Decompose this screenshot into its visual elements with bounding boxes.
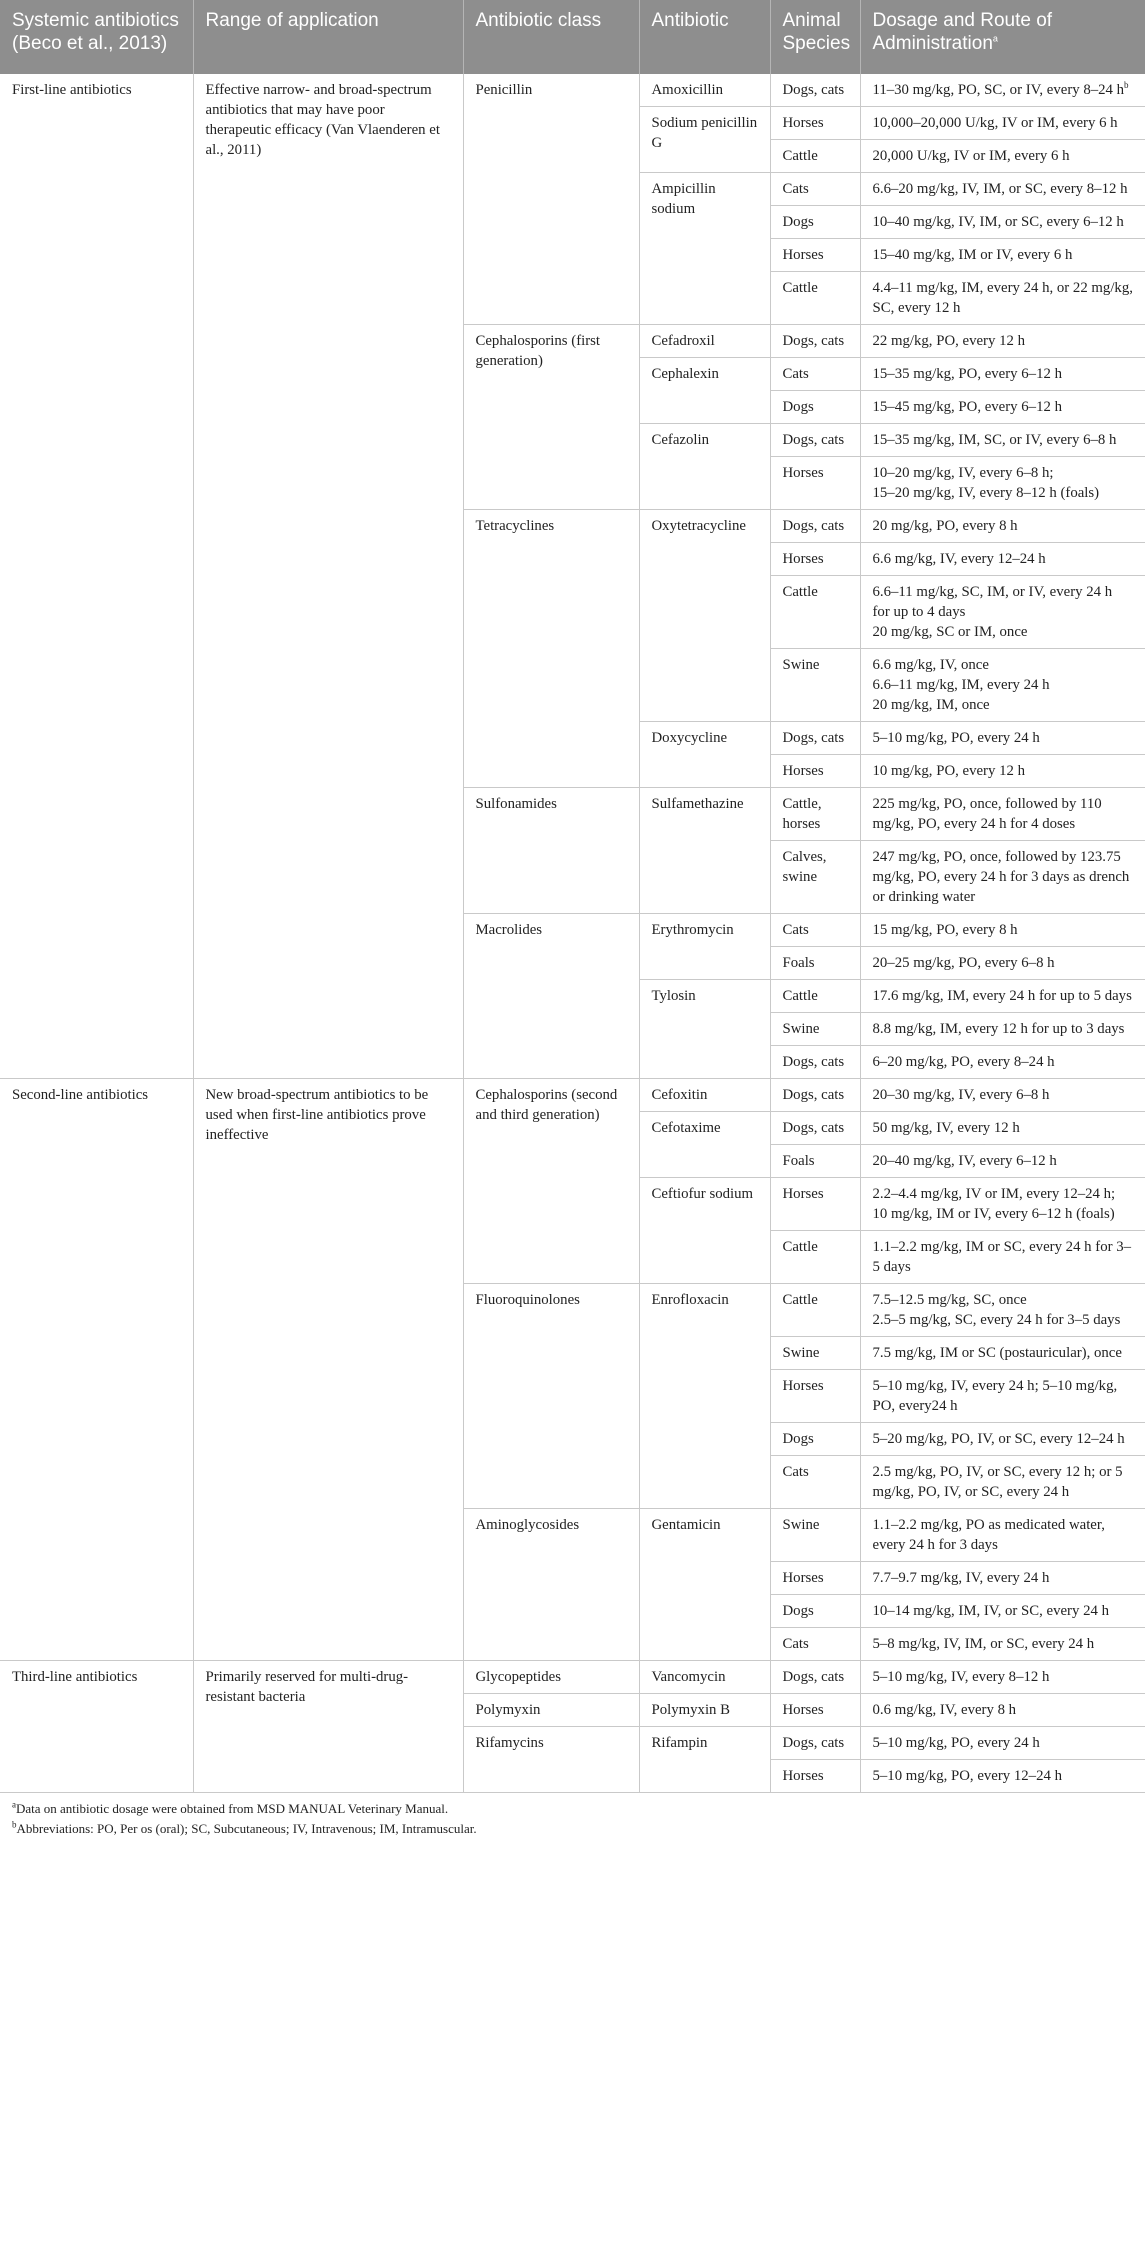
dosage-cell bbox=[860, 947, 1145, 980]
dosage-line: 20 mg/kg, PO, every 8 h bbox=[872, 518, 1018, 534]
antibiotic-name-cell: Cephalexin bbox=[639, 358, 770, 424]
dosage-line: 5–20 mg/kg, PO, IV, or SC, every 12–24 h bbox=[872, 1431, 1125, 1447]
antibiotic-name-cell: Cefoxitin bbox=[639, 1079, 770, 1112]
dosage-cell bbox=[860, 788, 1145, 841]
dosage-cell bbox=[860, 358, 1145, 391]
dosage-line: 15–45 mg/kg, PO, every 6–12 h bbox=[872, 399, 1062, 415]
header-antibiotic-class: Antibiotic class bbox=[463, 0, 639, 74]
antibiotic-name-cell: Cefazolin bbox=[639, 424, 770, 510]
species-cell: Dogs, cats bbox=[770, 424, 860, 457]
antibiotic-class-cell: Rifamycins bbox=[463, 1727, 639, 1793]
antibiotic-line-cell: Second-line antibiotics bbox=[0, 1079, 193, 1661]
dosage-line: 20–25 mg/kg, PO, every 6–8 h bbox=[872, 955, 1055, 971]
species-cell: Dogs bbox=[770, 1595, 860, 1628]
antibiotic-class-cell: Cephalosporins (second and third generation) bbox=[463, 1079, 639, 1284]
species-cell: Swine bbox=[770, 1013, 860, 1046]
dosage-cell bbox=[860, 239, 1145, 272]
dosage-cell bbox=[860, 1628, 1145, 1661]
antibiotic-class-cell: Fluoroquinolones bbox=[463, 1284, 639, 1509]
dosage-line-wrap bbox=[873, 80, 1134, 100]
species-cell: Dogs bbox=[770, 1423, 860, 1456]
dosage-cell bbox=[860, 140, 1145, 173]
dosage-cell bbox=[860, 1079, 1145, 1112]
species-cell: Cattle bbox=[770, 576, 860, 649]
antibiotic-line-cell: First-line antibiotics bbox=[0, 74, 193, 1079]
application-cell: Effective narrow- and broad-spectrum antibiotics that may have poor therapeutic efficacy (Van Vlaenderen et al., 2011) bbox=[193, 74, 463, 1079]
species-cell: Dogs, cats bbox=[770, 722, 860, 755]
dosage-line: 5–10 mg/kg, IV, every 8–12 h bbox=[872, 1669, 1050, 1685]
dosage-cell bbox=[860, 1760, 1145, 1793]
species-cell: Dogs bbox=[770, 206, 860, 239]
species-cell: Horses bbox=[770, 239, 860, 272]
table-row bbox=[0, 1661, 1145, 1694]
dosage-cell bbox=[860, 755, 1145, 788]
dosage-line: 15–35 mg/kg, IM, SC, or IV, every 6–8 h bbox=[872, 432, 1117, 448]
dosage-cell bbox=[860, 74, 1145, 107]
dosage-cell bbox=[860, 1562, 1145, 1595]
dosage-line: 10,000–20,000 U/kg, IV or IM, every 6 h bbox=[872, 115, 1118, 131]
species-cell: Foals bbox=[770, 947, 860, 980]
dosage-cell bbox=[860, 1694, 1145, 1727]
species-cell: Dogs, cats bbox=[770, 74, 860, 107]
dosage-line: 5–10 mg/kg, IV, every 24 h; 5–10 mg/kg, PO, every24 h bbox=[872, 1378, 1118, 1414]
antibiotic-class-cell: Polymyxin bbox=[463, 1694, 639, 1727]
dosage-cell bbox=[860, 107, 1145, 140]
dosage-line: 6.6–20 mg/kg, IV, IM, or SC, every 8–12 h bbox=[872, 181, 1128, 197]
dosage-cell bbox=[860, 325, 1145, 358]
dosage-line: 15–40 mg/kg, IM or IV, every 6 h bbox=[872, 247, 1073, 263]
dosage-cell bbox=[860, 272, 1145, 325]
dosage-line: 10–20 mg/kg, IV, every 6–8 h; bbox=[872, 465, 1054, 481]
antibiotic-name-cell: Amoxicillin bbox=[639, 74, 770, 107]
dosage-cell bbox=[860, 576, 1145, 649]
dosage-line: 5–10 mg/kg, PO, every 24 h bbox=[872, 1735, 1040, 1751]
species-cell: Dogs, cats bbox=[770, 1661, 860, 1694]
dosage-cell bbox=[860, 391, 1145, 424]
dosage-line: 2.2–4.4 mg/kg, IV or IM, every 12–24 h; 10 mg/kg, IM or IV, every 6–12 h (foals) bbox=[872, 1186, 1116, 1222]
dosage-line: 5–8 mg/kg, IV, IM, or SC, every 24 h bbox=[872, 1636, 1095, 1652]
species-cell: Horses bbox=[770, 1694, 860, 1727]
dosage-line: 0.6 mg/kg, IV, every 8 h bbox=[872, 1702, 1017, 1718]
header-range-of-application: Range of application bbox=[193, 0, 463, 74]
dosage-line: 7.7–9.7 mg/kg, IV, every 24 h bbox=[872, 1570, 1050, 1586]
dosage-cell bbox=[860, 1231, 1145, 1284]
species-cell: Cats bbox=[770, 358, 860, 391]
table-header bbox=[0, 0, 1145, 74]
table-footnotes bbox=[0, 1793, 1145, 1839]
antibiotic-name-cell: Cefadroxil bbox=[639, 325, 770, 358]
footnote-mark: a bbox=[12, 1799, 16, 1810]
species-cell: Dogs, cats bbox=[770, 325, 860, 358]
dosage-line: 20 mg/kg, SC or IM, once bbox=[872, 624, 1028, 640]
antibiotic-name-cell: Vancomycin bbox=[639, 1661, 770, 1694]
antibiotic-name-cell: Sulfamethazine bbox=[639, 788, 770, 914]
species-cell: Cattle bbox=[770, 272, 860, 325]
dosage-line: 247 mg/kg, PO, once, followed by 123.75 mg/kg, PO, every 24 h for 3 days as drench or drinking water bbox=[872, 849, 1130, 905]
species-cell: Cattle bbox=[770, 1231, 860, 1284]
species-cell: Dogs, cats bbox=[770, 1727, 860, 1760]
footnote-text: Data on antibiotic dosage were obtained from MSD MANUAL Veterinary Manual. bbox=[16, 1801, 449, 1816]
species-cell: Horses bbox=[770, 755, 860, 788]
header-dosage-route bbox=[860, 0, 1145, 74]
dosage-line: 15–20 mg/kg, IV, every 8–12 h (foals) bbox=[872, 485, 1100, 501]
species-cell: Swine bbox=[770, 649, 860, 722]
species-cell: Cattle, horses bbox=[770, 788, 860, 841]
dosage-cell bbox=[860, 1337, 1145, 1370]
dosage-cell bbox=[860, 1046, 1145, 1079]
footnote-mark: b bbox=[12, 1819, 17, 1830]
footnote-text: Abbreviations: PO, Per os (oral); SC, Subcutaneous; IV, Intravenous; IM, Intramuscular. bbox=[16, 1821, 477, 1836]
species-cell: Cattle bbox=[770, 980, 860, 1013]
header-antibiotic: Antibiotic bbox=[639, 0, 770, 74]
species-cell: Swine bbox=[770, 1337, 860, 1370]
dosage-cell bbox=[860, 649, 1145, 722]
table-row bbox=[0, 1079, 1145, 1112]
dosage-line: 15–35 mg/kg, PO, every 6–12 h bbox=[872, 366, 1062, 382]
dosage-line: 7.5–12.5 mg/kg, SC, once bbox=[872, 1292, 1027, 1308]
dosage-line: 5–10 mg/kg, PO, every 12–24 h bbox=[872, 1768, 1062, 1784]
table-body bbox=[0, 74, 1145, 1793]
dosage-cell bbox=[860, 1370, 1145, 1423]
dosage-cell bbox=[860, 1145, 1145, 1178]
header-dosage-route-label: Dosage and Route of Administration bbox=[872, 10, 1053, 54]
antibiotic-name-cell: Oxytetracycline bbox=[639, 510, 770, 722]
dosage-line: 5–10 mg/kg, PO, every 24 h bbox=[872, 730, 1040, 746]
dosage-line: 11–30 mg/kg, PO, SC, or IV, every 8–24 h bbox=[872, 82, 1125, 98]
species-cell: Cats bbox=[770, 173, 860, 206]
dosage-line: 10–40 mg/kg, IV, IM, or SC, every 6–12 h bbox=[872, 214, 1124, 230]
species-cell: Dogs, cats bbox=[770, 1046, 860, 1079]
species-cell: Dogs, cats bbox=[770, 1112, 860, 1145]
species-cell: Cats bbox=[770, 1456, 860, 1509]
antibiotic-name-cell: Tylosin bbox=[639, 980, 770, 1079]
dosage-line: 2.5–5 mg/kg, SC, every 24 h for 3–5 days bbox=[872, 1312, 1121, 1328]
dosage-cell bbox=[860, 1013, 1145, 1046]
antibiotic-class-cell: Cephalosporins (first generation) bbox=[463, 325, 639, 510]
dosage-line: 4.4–11 mg/kg, IM, every 24 h, or 22 mg/kg, SC, every 12 h bbox=[872, 280, 1133, 316]
dosage-line: 20 mg/kg, IM, once bbox=[872, 697, 990, 713]
antibiotic-line-cell: Third-line antibiotics bbox=[0, 1661, 193, 1793]
dosage-cell bbox=[860, 1456, 1145, 1509]
dosage-cell bbox=[860, 1178, 1145, 1231]
antibiotic-class-cell: Tetracyclines bbox=[463, 510, 639, 788]
dosage-cell bbox=[860, 1661, 1145, 1694]
dosage-cell bbox=[860, 173, 1145, 206]
species-cell: Cats bbox=[770, 914, 860, 947]
dosage-line: 10 mg/kg, PO, every 12 h bbox=[872, 763, 1025, 779]
dosage-line: 8.8 mg/kg, IM, every 12 h for up to 3 days bbox=[872, 1021, 1125, 1037]
species-cell: Calves, swine bbox=[770, 841, 860, 914]
dosage-cell bbox=[860, 841, 1145, 914]
species-cell: Horses bbox=[770, 1178, 860, 1231]
antibiotic-name-cell: Erythromycin bbox=[639, 914, 770, 980]
dosage-line: 10–14 mg/kg, IM, IV, or SC, every 24 h bbox=[872, 1603, 1109, 1619]
dosage-line: 6.6–11 mg/kg, IM, every 24 h bbox=[872, 677, 1050, 693]
species-cell: Horses bbox=[770, 1760, 860, 1793]
species-cell: Swine bbox=[770, 1509, 860, 1562]
dosage-cell bbox=[860, 1509, 1145, 1562]
species-cell: Foals bbox=[770, 1145, 860, 1178]
antibiotic-class-cell: Aminoglycosides bbox=[463, 1509, 639, 1661]
dosage-line: 50 mg/kg, IV, every 12 h bbox=[872, 1120, 1020, 1136]
antibiotic-name-cell: Enrofloxacin bbox=[639, 1284, 770, 1509]
dosage-cell bbox=[860, 206, 1145, 239]
antibiotic-name-cell: Polymyxin B bbox=[639, 1694, 770, 1727]
species-cell: Dogs, cats bbox=[770, 510, 860, 543]
antibiotic-class-cell: Sulfonamides bbox=[463, 788, 639, 914]
dosage-line: 20–30 mg/kg, IV, every 6–8 h bbox=[872, 1087, 1050, 1103]
dosage-line: 22 mg/kg, PO, every 12 h bbox=[872, 333, 1025, 349]
species-cell: Horses bbox=[770, 457, 860, 510]
table-row bbox=[0, 74, 1145, 107]
species-cell: Horses bbox=[770, 1370, 860, 1423]
dosage-cell bbox=[860, 980, 1145, 1013]
species-cell: Horses bbox=[770, 107, 860, 140]
dosage-line: 6–20 mg/kg, PO, every 8–24 h bbox=[872, 1054, 1055, 1070]
dosage-line: 6.6–11 mg/kg, SC, IM, or IV, every 24 h for up to 4 days bbox=[872, 584, 1113, 620]
dosage-line: 20–40 mg/kg, IV, every 6–12 h bbox=[872, 1153, 1057, 1169]
dosage-cell bbox=[860, 424, 1145, 457]
antibiotic-name-cell: Rifampin bbox=[639, 1727, 770, 1793]
dosage-cell bbox=[860, 1423, 1145, 1456]
dosage-cell bbox=[860, 543, 1145, 576]
dosage-cell bbox=[860, 1112, 1145, 1145]
antibiotic-name-cell: Ampicillin sodium bbox=[639, 173, 770, 325]
species-cell: Dogs, cats bbox=[770, 1079, 860, 1112]
antibiotic-name-cell: Doxycycline bbox=[639, 722, 770, 788]
antibiotic-class-cell: Macrolides bbox=[463, 914, 639, 1079]
footnote-a bbox=[12, 1799, 1133, 1819]
species-cell: Horses bbox=[770, 543, 860, 576]
antibiotic-class-cell: Penicillin bbox=[463, 74, 639, 325]
footnote-mark: b bbox=[1124, 80, 1129, 91]
dosage-line: 15 mg/kg, PO, every 8 h bbox=[872, 922, 1018, 938]
dosage-cell bbox=[860, 1284, 1145, 1337]
dosage-line: 2.5 mg/kg, PO, IV, or SC, every 12 h; or 5 mg/kg, PO, IV, or SC, every 24 h bbox=[872, 1464, 1123, 1500]
dosage-cell bbox=[860, 722, 1145, 755]
antibiotic-name-cell: Gentamicin bbox=[639, 1509, 770, 1661]
dosage-cell bbox=[860, 1727, 1145, 1760]
antibiotic-name-cell: Sodium penicillin G bbox=[639, 107, 770, 173]
dosage-line: 1.1–2.2 mg/kg, IM or SC, every 24 h for 3–5 days bbox=[872, 1239, 1132, 1275]
dosage-cell bbox=[860, 457, 1145, 510]
dosage-cell bbox=[860, 1595, 1145, 1628]
dosage-cell bbox=[860, 510, 1145, 543]
dosage-line: 225 mg/kg, PO, once, followed by 110 mg/kg, PO, every 24 h for 4 doses bbox=[872, 796, 1102, 832]
antibiotic-class-cell: Glycopeptides bbox=[463, 1661, 639, 1694]
application-cell: Primarily reserved for multi-drug-resistant bacteria bbox=[193, 1661, 463, 1793]
header-animal-species: Animal Species bbox=[770, 0, 860, 74]
footnote-b bbox=[12, 1819, 1133, 1839]
antibiotic-name-cell: Ceftiofur sodium bbox=[639, 1178, 770, 1284]
species-cell: Dogs bbox=[770, 391, 860, 424]
species-cell: Cattle bbox=[770, 140, 860, 173]
species-cell: Cats bbox=[770, 1628, 860, 1661]
dosage-line: 7.5 mg/kg, IM or SC (postauricular), once bbox=[872, 1345, 1122, 1361]
antibiotic-name-cell: Cefotaxime bbox=[639, 1112, 770, 1178]
dosage-line: 20,000 U/kg, IV or IM, every 6 h bbox=[872, 148, 1070, 164]
dosage-cell bbox=[860, 914, 1145, 947]
dosage-line: 6.6 mg/kg, IV, once bbox=[872, 657, 989, 673]
application-cell: New broad-spectrum antibiotics to be used when first-line antibiotics prove ineffective bbox=[193, 1079, 463, 1661]
header-systemic-antibiotics: Systemic antibiotics (Beco et al., 2013) bbox=[0, 0, 193, 74]
dosage-line: 6.6 mg/kg, IV, every 12–24 h bbox=[872, 551, 1046, 567]
species-cell: Horses bbox=[770, 1562, 860, 1595]
header-footnote-mark: a bbox=[992, 33, 998, 44]
species-cell: Cattle bbox=[770, 1284, 860, 1337]
dosage-line: 17.6 mg/kg, IM, every 24 h for up to 5 days bbox=[872, 988, 1132, 1004]
dosage-line: 1.1–2.2 mg/kg, PO as medicated water, every 24 h for 3 days bbox=[872, 1517, 1105, 1553]
